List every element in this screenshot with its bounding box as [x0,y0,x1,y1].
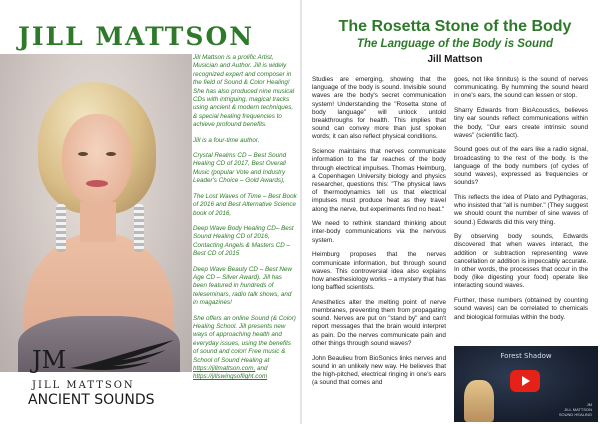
video-logo: JM JILL MATTSON SOUND HEALING [558,402,592,417]
article-paragraph: Sound goes out of the ears like a radio signal, broadcasting to the rest of the body. Is the language of the body numbers (of cycles of sound waves), expressed as frequencies or sounds? [454,146,588,187]
article-paragraph: This reflects the idea of Plato and Pythagoras, who insisted that "all is number." (They suggest we should count the number of sine waves of sound.) Edwards did this very thing. [454,193,588,226]
article-paragraph: Further, these numbers (obtained by counting sound waves) can be correlated to chemicals and biological formulas within the body. [454,297,588,321]
bio-paragraph: The Lost Waves of Time – Best Book of 2016 and Best Alternative Science book of 2016, [193,192,297,217]
author-bio [193,54,297,416]
logo-name: JILL MATTSON [32,380,135,391]
article-paragraph: Heimburg proposes that the nerves communicate information, but through sound waves. This controversial idea also explains how anesthesiology works – a mystery that has long baffled scientists. [312,251,446,292]
article-paragraph: Studies are emerging, showing that the language of the body is sound. Invisible sound waves are the body's secret communication system! Understanding the "Rosetta stone of body language" will unlock untold breakthroughs for health. This implies that sound can convey more than just spoken words; it can also reflect physical conditions. [312,76,446,141]
article-paragraph: By observing body sounds, Edwards discovered that when waves interact, the addition or subtraction representing wave cancellation or addition is impeccably accurate. In other words, the processes that occur in the body (like digesting your food) operate like interacting sound waves. [454,233,588,290]
right-page [302,0,600,424]
svg-text:JM: JM [32,346,67,374]
article-column-1 [312,76,446,394]
article-column-2 [454,76,588,328]
bio-paragraph: Jill is a four-time author. [193,136,260,144]
bio-paragraph: She offers an online Sound (& Color) Healing School. Jill presents new ways of approaching health and everyday issues, using the benefits of sound and color! Free music & School of Sound Healing at https://jillmattson.com, and https://jillswingsoflight.com [193,314,296,381]
video-figure [464,380,494,422]
article-paragraph: Sharry Edwards from BioAcoustics, believes tiny ear sounds reflect communications within the body, "Our ears create intrinsic sound waves" (scientific fact). [454,107,588,139]
bio-paragraph: Deep Wave Beauty CD – Best New Age CD – Silver Award). Jill has been featured in hundreds of teleseminars, radio talk shows, and in magazines! [193,265,292,307]
article-title: The Rosetta Stone of the Body [338,18,572,35]
page-title: JILL MATTSON [18,22,255,51]
article-paragraph: Science maintains that nerves communicate information to the far reaches of the body through electrical impulses. Thomas Heimburg, a Copenhagen University biology and physics researcher, questions this: "The physical laws of thermodynamics tell us that electrical impulses must produce heat as they travel along the nerve, but experiments find no heat." [312,148,446,213]
video-thumbnail[interactable] [454,346,598,422]
wing-logo-icon [26,338,176,378]
video-title: Forest Shadow [500,352,552,360]
bio-paragraph: Jill Mattson is a prolific Artist, Musician and Author. Jill is widely recognized expert and composer in the field of Sound & Color Healing! She has also produced nine musical CDs with intriguing, magical tracks using ancient & modern techniques, & special healing frequencies to achieve profound benefits. [193,54,295,129]
article-paragraph: goes, not like tinnitus) is the sound of nerves communicating. By humming the sound heard in one's ears, the sound can lessen or stop. [454,76,588,100]
logo-subtitle: ANCIENT SOUNDS [28,392,155,408]
ancient-sounds-logo [24,336,184,416]
article-author: Jill Mattson [427,54,483,65]
article-paragraph: We need to rethink standard thinking about inter-body communications via the nervous system. [312,220,446,244]
website-link[interactable]: https://jillmattson.com, [193,365,256,372]
play-icon[interactable] [510,370,540,392]
bio-paragraph: Crystal Realms CD – Best Sound Healing CD of 2017, Best Overall Music (popular Vote and Industry Leader's Choice – Gold Awards), [193,152,287,185]
bio-paragraph: Deep Wave Body Healing CD– Best Sound Healing CD of 2016, Contacting Angels & Masters CD – Best CD of 2015 [193,224,294,258]
article-subtitle: The Language of the Body is Sound [356,38,554,50]
article-paragraph: John Beaulieu from BioSonics links nerves and sound in an unlikely new way. He believes that the high-pitched, electrical ringing in one's ears (a sound that comes and [312,354,446,387]
author-photo [0,54,192,372]
article-paragraph: Anesthetics alter the melting point of nerve membranes, preventing them from propagating sound. Nerves are put on "stand by" and can't report messages that the brain would interpret as pain. Do the nerves communicate pain and other things through sound waves? [312,298,446,347]
website-link-2[interactable]: https://jillswingsoflight.com [193,373,268,381]
